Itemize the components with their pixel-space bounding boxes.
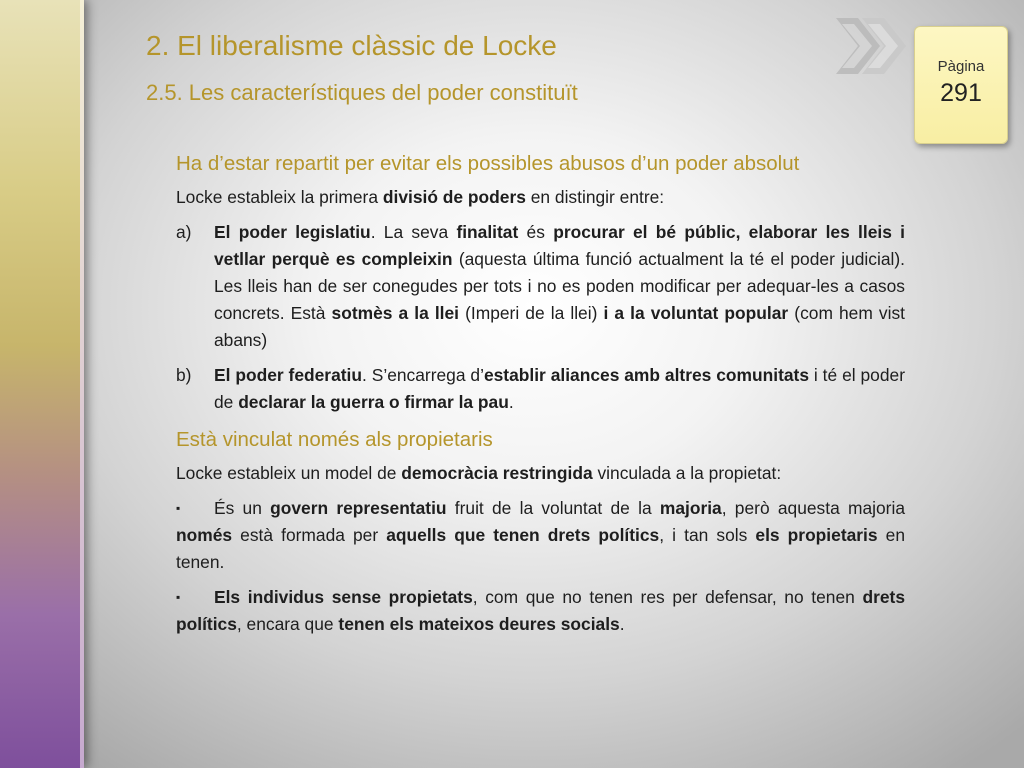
slide-subtitle: 2.5. Les característiques del poder constituït: [146, 80, 578, 105]
list-marker: a): [176, 222, 192, 242]
list-item-federative-power: b) El poder federatiu. S’encarrega d’establir aliances amb altres comunitats i té el poder de declarar la guerra o firmar la pau.: [176, 362, 905, 416]
bullet-representative-government: ▪ És un govern representatiu fruit de la voluntat de la majoria, però aquesta majoria només està formada per aquells que tenen drets polítics, i tan sols els propietaris en tenen.: [176, 495, 905, 576]
page-number: 291: [940, 79, 982, 107]
square-bullet-icon: ▪: [176, 501, 181, 515]
intro-democracy: Locke estableix un model de democràcia restringida vinculada a la propietat:: [176, 463, 782, 483]
intro-division: Locke estableix la primera divisió de poders en distingir entre:: [176, 187, 665, 207]
double-chevron-right-icon: [832, 16, 914, 76]
page-label: Pàgina: [937, 58, 985, 75]
section-heading-division: Ha d’estar repartit per evitar els possibles abusos d’un poder absolut: [176, 152, 800, 175]
square-bullet-icon: ▪: [176, 590, 181, 604]
list-marker: b): [176, 365, 192, 385]
page-note: [914, 26, 1008, 144]
section-heading-owners: Està vinculat només als propietaris: [176, 428, 493, 451]
list-item-legislative-power: a) El poder legislatiu. La seva finalitat és procurar el bé públic, elaborar les lleis i vetllar perquè es compleixin (aquesta última funció actualment la té el poder judicial). Les lleis han de ser conegudes per tots i no es poden modificar per adequar-les a casos concrets. Està sotmès a la llei (Imperi de la llei) i a la voluntat popular (com hem vist abans): [176, 219, 905, 354]
bullet-individuals-without-property: ▪ Els individus sense propietats, com que no tenen res per defensar, no tenen drets polítics, encara que tenen els mateixos deures socials.: [176, 584, 905, 638]
decorative-sidebar: [0, 0, 84, 768]
slide-title: 2. El liberalisme clàssic de Locke: [146, 30, 557, 61]
slide-content: [176, 148, 905, 646]
